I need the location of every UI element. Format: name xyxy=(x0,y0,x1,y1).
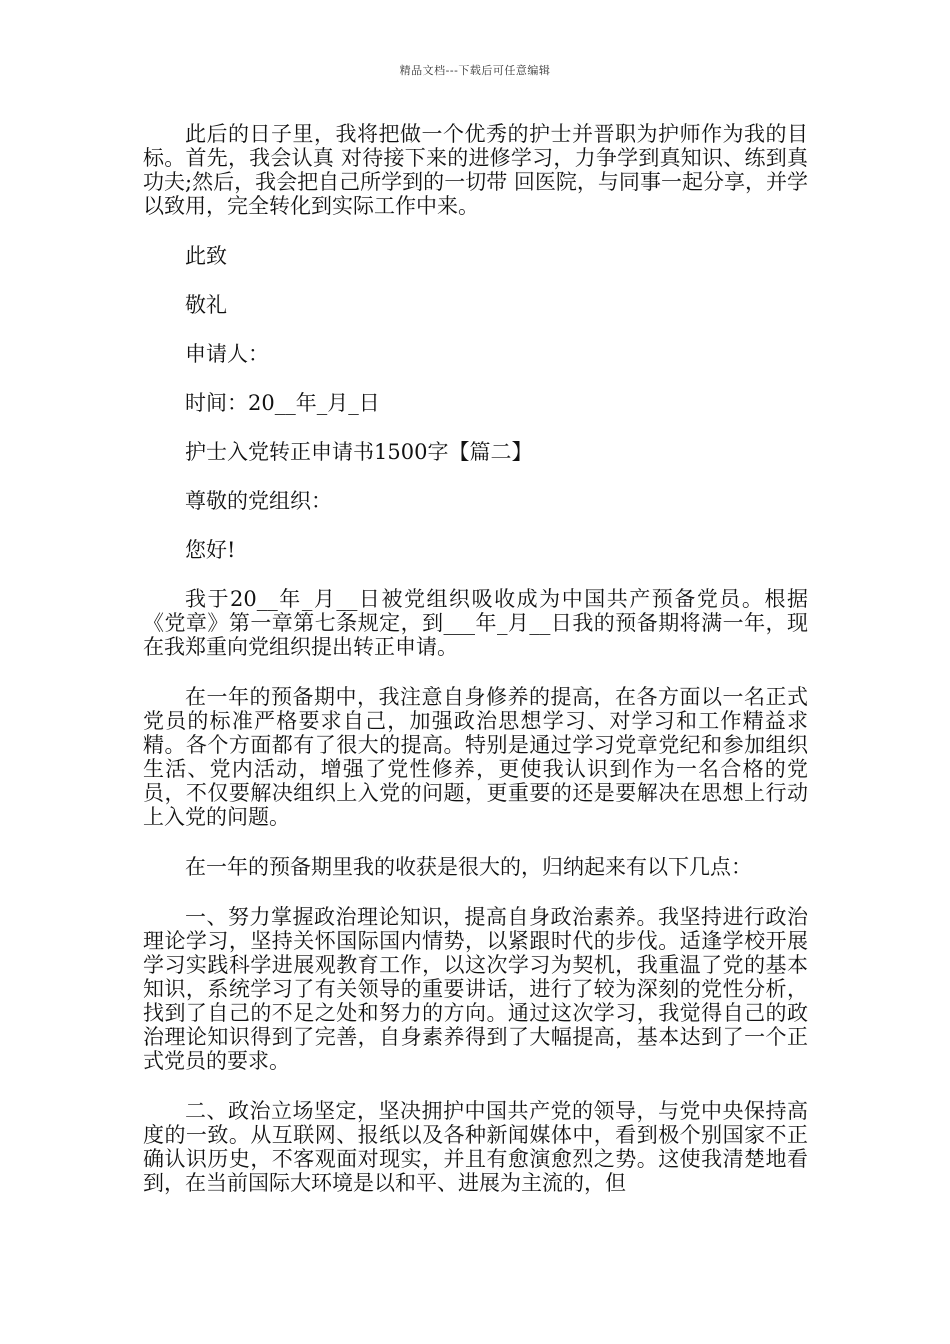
paragraph-summary-intro: 在一年的预备期里我的收获是很大的，归纳起来有以下几点： xyxy=(185,855,752,879)
applicant-line: 申请人： xyxy=(185,342,269,366)
addressee-line: 尊敬的党组织： xyxy=(185,489,332,513)
paragraph-application: 我于20__年_月__日被党组织吸收成为中国共产预备党员。根据《党章》第一章第七条规定，到___年_月__日我的预备期将满一年，现在我郑重向党组织提出转正申请。 xyxy=(143,587,808,659)
page-header: 精品文档---下载后可任意编辑 xyxy=(399,64,551,77)
date-line: 时间：20__年_月_日 xyxy=(185,391,380,415)
closing-regards: 敬礼 xyxy=(185,293,227,317)
section-title: 护士入党转正申请书1500字【篇二】 xyxy=(185,440,533,464)
paragraph-point-one: 一、努力掌握政治理论知识，提高自身政治素养。我坚持进行政治理论学习，坚持关怀国际国内情势，以紧跟时代的步伐。适逢学校开展学习实践科学进展观教育工作，以这次学习为契机，我重温了党的基本知识，系统学习了有关领导的重要讲话，进行了较为深刻的党性分析，找到了自己的不足之处和努力的方向。通过这次学习，我觉得自己的政治理论知识得到了完善，自身素养得到了大幅提高，基本达到了一个正式党员的要求。 xyxy=(143,905,808,1073)
paragraph-point-two: 二、政治立场坚定，坚决拥护中国共产党的领导，与党中央保持高度的一致。从互联网、报纸以及各种新闻媒体中，看到极个别国家不正确认识历史，不客观面对现实，并且有愈演愈烈之势。这使我清楚地看到，在当前国际大环境是以和平、进展为主流的，但 xyxy=(143,1099,808,1195)
paragraph-probation: 在一年的预备期中，我注意自身修养的提高，在各方面以一名正式党员的标准严格要求自己，加强政治思想学习、对学习和工作精益求精。各个方面都有了很大的提高。特别是通过学习党章党纪和参加组织生活、党内活动，增强了党性修养，更使我认识到作为一名合格的党员，不仅要解决组织上入党的问题，更重要的还是要解决在思想上行动上入党的问题。 xyxy=(143,685,808,829)
closing-salutation: 此致 xyxy=(185,244,227,268)
document-body xyxy=(143,122,808,1221)
paragraph-future-goals: 此后的日子里，我将把做一个优秀的护士并晋职为护师作为我的目标。首先，我会认真 对待接下来的进修学习，力争学到真知识、练到真功夫;然后，我会把自己所学到的一切带 回医院，与同事一起分享，并学以致用，完全转化到实际工作中来。 xyxy=(143,122,808,218)
greeting-line: 您好! xyxy=(185,538,236,562)
